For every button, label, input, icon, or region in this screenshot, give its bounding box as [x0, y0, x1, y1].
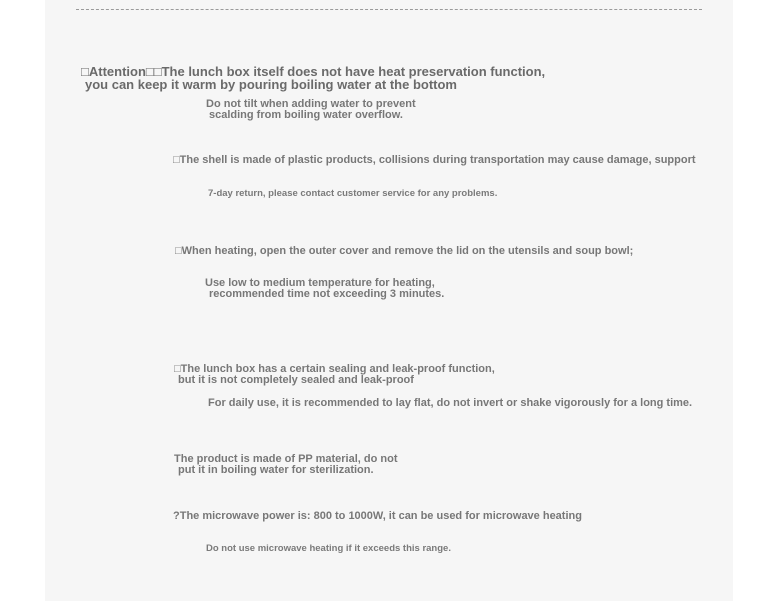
- attention-line-1: □Attention□□The lunch box itself does not have heat preservation function,: [81, 64, 546, 79]
- microwave-power-note: ?The microwave power is: 800 to 1000W, it can be used for microwave heating: [173, 510, 582, 522]
- material-line-2: put it in boiling water for sterilization.: [178, 464, 374, 476]
- temperature-line-2: recommended time not exceeding 3 minutes.: [209, 288, 445, 300]
- microwave-range-warning: Do not use microwave heating if it exceeds this range.: [206, 543, 451, 554]
- heating-note: □When heating, open the outer cover and remove the lid on the utensils and soup bowl;: [175, 245, 634, 257]
- daily-use-note: For daily use, it is recommended to lay flat, do not invert or shake vigorously for a long time.: [208, 397, 693, 409]
- sealing-line-2: but it is not completely sealed and leak-proof: [178, 374, 414, 386]
- temperature-line-1: Use low to medium temperature for heating,: [205, 277, 435, 289]
- dashed-divider: [76, 9, 702, 10]
- tilt-warning-line-2: scalding from boiling water overflow.: [209, 109, 403, 121]
- sealing-line-1: □The lunch box has a certain sealing and leak-proof function,: [174, 363, 495, 375]
- shell-note: □The shell is made of plastic products, collisions during transportation may cause damage, support: [173, 154, 696, 166]
- tilt-warning-line-1: Do not tilt when adding water to prevent: [206, 98, 416, 110]
- attention-line-2: you can keep it warm by pouring boiling water at the bottom: [85, 77, 457, 92]
- return-note: 7-day return, please contact customer service for any problems.: [208, 188, 498, 199]
- material-line-1: The product is made of PP material, do not: [174, 453, 398, 465]
